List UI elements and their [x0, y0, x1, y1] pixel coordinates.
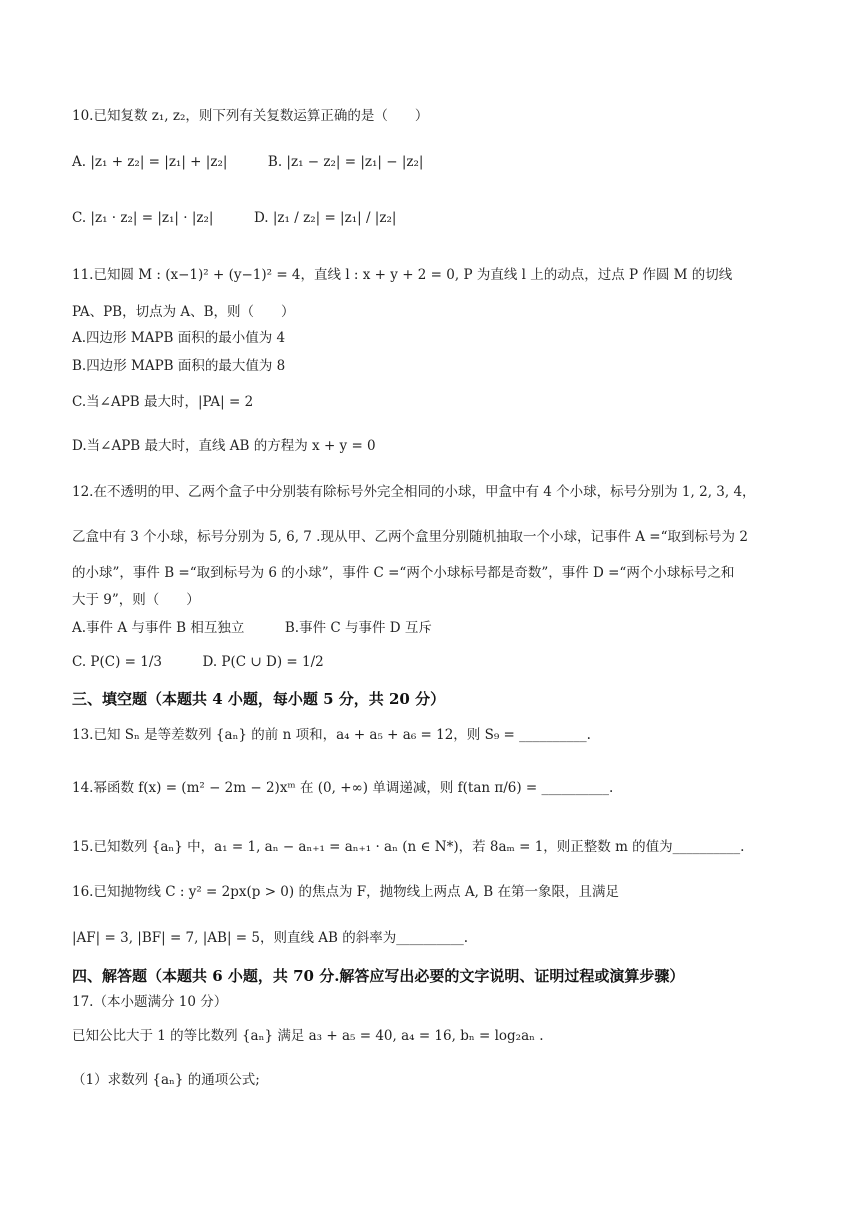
line-q17: 17.（本小题满分 10 分） — [72, 994, 228, 1010]
line-q17-1: （1）求数列 {aₙ} 的通项公式; — [72, 1072, 260, 1088]
line-q10-ab: A. |z₁ + z₂| = |z₁| + |z₂| B. |z₁ − z₂| = |z₁| − |z₂| — [72, 154, 424, 170]
line-q12-l4: 大于 9”，则（ ） — [72, 592, 200, 608]
line-q11-cont: PA、PB，切点为 A、B，则（ ） — [72, 304, 295, 320]
line-q10-cd: C. |z₁ · z₂| = |z₁| · |z₂| D. |z₁ / z₂| = |z₁| / |z₂| — [72, 210, 397, 226]
line-q11-a: A.四边形 MAPB 面积的最小值为 4 — [72, 330, 286, 346]
line-q11: 11.已知圆 M : (x−1)² + (y−1)² = 4，直线 l : x + y + 2 = 0, P 为直线 l 上的动点，过点 P 作圆 M 的切线 — [72, 267, 733, 283]
line-q11-c: C.当∠APB 最大时，|PA| = 2 — [72, 394, 254, 410]
line-q12: 12.在不透明的甲、乙两个盒子中分别装有除标号外完全相同的小球，甲盒中有 4 个小球，标号分别为 1, 2, 3, 4， — [72, 484, 756, 500]
section-heading-4: 四、解答题（本题共 6 小题，共 70 分.解答应写出必要的文字说明、证明过程或演算步骤） — [72, 967, 685, 985]
line-q14: 14.幂函数 f(x) = (m² − 2m − 2)xᵐ 在 (0, +∞) 单调递减，则 f(tan π/6) = __________. — [72, 780, 614, 796]
line-q11-d: D.当∠APB 最大时，直线 AB 的方程为 x + y = 0 — [72, 438, 376, 454]
line-q16: 16.已知抛物线 C : y² = 2px(p > 0) 的焦点为 F，抛物线上两点 A, B 在第一象限，且满足 — [72, 884, 619, 900]
line-q17-body: 已知公比大于 1 的等比数列 {aₙ} 满足 a₃ + a₅ = 40, a₄ = 16, bₙ = log₂aₙ . — [72, 1028, 544, 1044]
line-q12-ab: A.事件 A 与事件 B 相互独立 B.事件 C 与事件 D 互斥 — [72, 620, 432, 636]
line-q12-cd: C. P(C) = 1/3 D. P(C ∪ D) = 1/2 — [72, 654, 324, 670]
line-q15: 15.已知数列 {aₙ} 中，a₁ = 1, aₙ − aₙ₊₁ = aₙ₊₁ · aₙ (n ∈ N*)，若 8aₘ = 1，则正整数 m 的值为__________. — [72, 839, 745, 855]
line-q13: 13.已知 Sₙ 是等差数列 {aₙ} 的前 n 项和，a₄ + a₅ + a₆ = 12，则 S₉ = __________. — [72, 727, 591, 743]
line-q12-l2: 乙盒中有 3 个小球，标号分别为 5, 6, 7 .现从甲、乙两个盒里分别随机抽取一个小球，记事件 A =“取到标号为 2 — [72, 529, 748, 545]
line-q16-cont: |AF| = 3, |BF| = 7, |AB| = 5，则直线 AB 的斜率为__________. — [72, 930, 469, 946]
line-q11-b: B.四边形 MAPB 面积的最大值为 8 — [72, 358, 286, 374]
line-q10: 10.已知复数 z₁, z₂，则下列有关复数运算正确的是（ ） — [72, 108, 429, 124]
line-q12-l3: 的小球”，事件 B =“取到标号为 6 的小球”，事件 C =“两个小球标号都是奇数”，事件 D =“两个小球标号之和 — [72, 565, 735, 581]
section-heading-3: 三、填空题（本题共 4 小题，每小题 5 分，共 20 分） — [72, 690, 446, 708]
